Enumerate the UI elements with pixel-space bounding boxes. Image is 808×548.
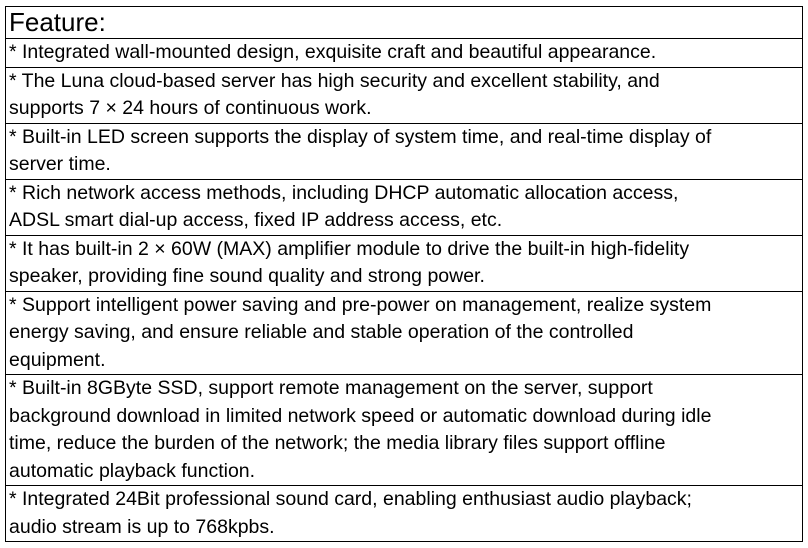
feature-cell: [6, 179, 803, 235]
feature-line: speaker, providing fine sound quality and strong power.: [9, 265, 485, 287]
feature-line: * Built-in 8GByte SSD, support remote management on the server, support: [9, 377, 653, 399]
feature-line: supports 7 × 24 hours of continuous work.: [9, 97, 372, 119]
feature-header-row: [6, 7, 803, 39]
feature-line: background download in limited network speed or automatic download during idle: [9, 404, 712, 427]
feature-cell: [6, 67, 803, 123]
feature-cell: [6, 235, 803, 291]
feature-line: * Integrated 24Bit professional sound card, enabling enthusiast audio playback;: [9, 488, 692, 510]
feature-line: * Built-in LED screen supports the display of system time, and real-time display of: [9, 125, 712, 148]
feature-row: [6, 291, 803, 375]
feature-line: time, reduce the burden of the network; the media library files support offline: [9, 432, 666, 454]
feature-line: audio stream is up to 768kpbs.: [9, 515, 275, 538]
feature-cell: [6, 375, 803, 486]
feature-line: ADSL smart dial-up access, fixed IP address access, etc.: [9, 209, 503, 231]
feature-line: * Integrated wall-mounted design, exquisite craft and beautiful appearance.: [9, 41, 657, 63]
feature-line: * It has built-in 2 × 60W (MAX) amplifier module to drive the built-in high-fidelity: [9, 237, 690, 260]
feature-cell: [6, 39, 803, 68]
feature-row: [6, 67, 803, 123]
feature-row: [6, 235, 803, 291]
feature-line: * The Luna cloud-based server has high security and excellent stability, and: [9, 69, 660, 92]
feature-line: * Rich network access methods, including DHCP automatic allocation access,: [9, 181, 679, 204]
feature-line: automatic playback function.: [9, 459, 256, 482]
feature-row: [6, 486, 803, 542]
feature-row: [6, 179, 803, 235]
feature-title: Feature:: [6, 7, 803, 39]
feature-cell: [6, 291, 803, 375]
feature-line: server time.: [9, 153, 111, 175]
feature-row: [6, 123, 803, 179]
feature-row: [6, 39, 803, 68]
feature-cell: [6, 123, 803, 179]
feature-table: [5, 6, 803, 542]
feature-line: equipment.: [9, 348, 106, 371]
feature-cell: [6, 486, 803, 542]
feature-line: energy saving, and ensure reliable and stable operation of the controlled: [9, 321, 634, 343]
feature-line: * Support intelligent power saving and pre-power on management, realize system: [9, 293, 712, 316]
feature-row: [6, 375, 803, 486]
